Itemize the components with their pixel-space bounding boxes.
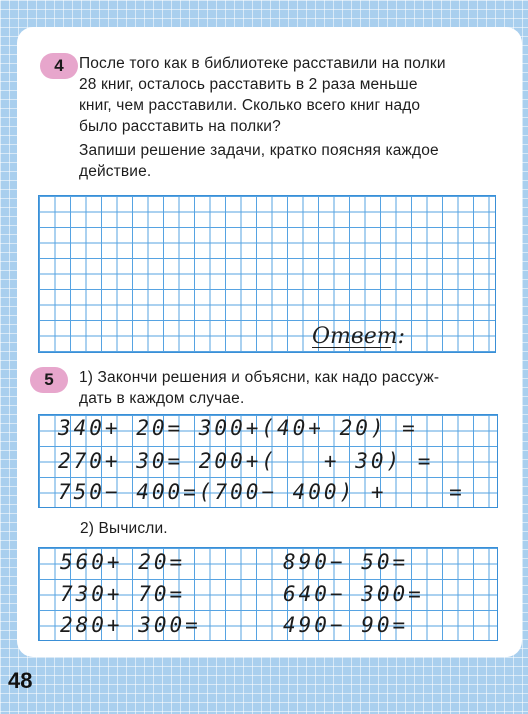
part1-row-2: 270+ 30= 200+( + 30) = xyxy=(58,449,434,473)
part1-row-3: 750− 400=(700− 400) + = xyxy=(58,480,465,504)
instruction-line: Запиши решение задачи, кратко поясняя каждое xyxy=(79,142,439,159)
part2-left-3: 280+ 300= xyxy=(60,613,201,637)
part2-left-1: 560+ 20= xyxy=(60,550,186,574)
part1-row-1: 340+ 20= 300+(40+ 20) = xyxy=(58,416,418,440)
task-4-answer-grid[interactable] xyxy=(38,195,496,353)
part1-line: дать в каждом случае. xyxy=(79,390,245,407)
task-4-line: После того как в библиотеке расставили на полки xyxy=(79,55,446,72)
instruction-line: действие. xyxy=(79,163,152,180)
part2-right-2: 640− 300= xyxy=(283,582,424,606)
task-4-text xyxy=(79,53,499,137)
task-5-part1-text xyxy=(79,367,499,409)
task-4-line: 28 книг, осталось расставить в 2 раза меньше xyxy=(79,76,418,93)
part2-left-2: 730+ 70= xyxy=(60,582,186,606)
part2-right-3: 490− 90= xyxy=(283,613,409,637)
task-4-number: 4 xyxy=(40,53,78,79)
task-5-number: 5 xyxy=(30,367,68,393)
task-5-part2-label: 2) Вычисли. xyxy=(80,520,168,537)
page-number: 48 xyxy=(8,668,33,693)
task-4-instruction xyxy=(79,140,499,182)
task-4-line: было расставить на полки? xyxy=(79,118,281,135)
part1-line: 1) Закончи решения и объясни, как надо рассуж- xyxy=(79,369,440,386)
part2-right-1: 890− 50= xyxy=(283,550,409,574)
answer-label: Ответ: xyxy=(312,324,405,349)
task-4-line: книг, чем расставили. Сколько всего книг надо xyxy=(79,97,421,114)
